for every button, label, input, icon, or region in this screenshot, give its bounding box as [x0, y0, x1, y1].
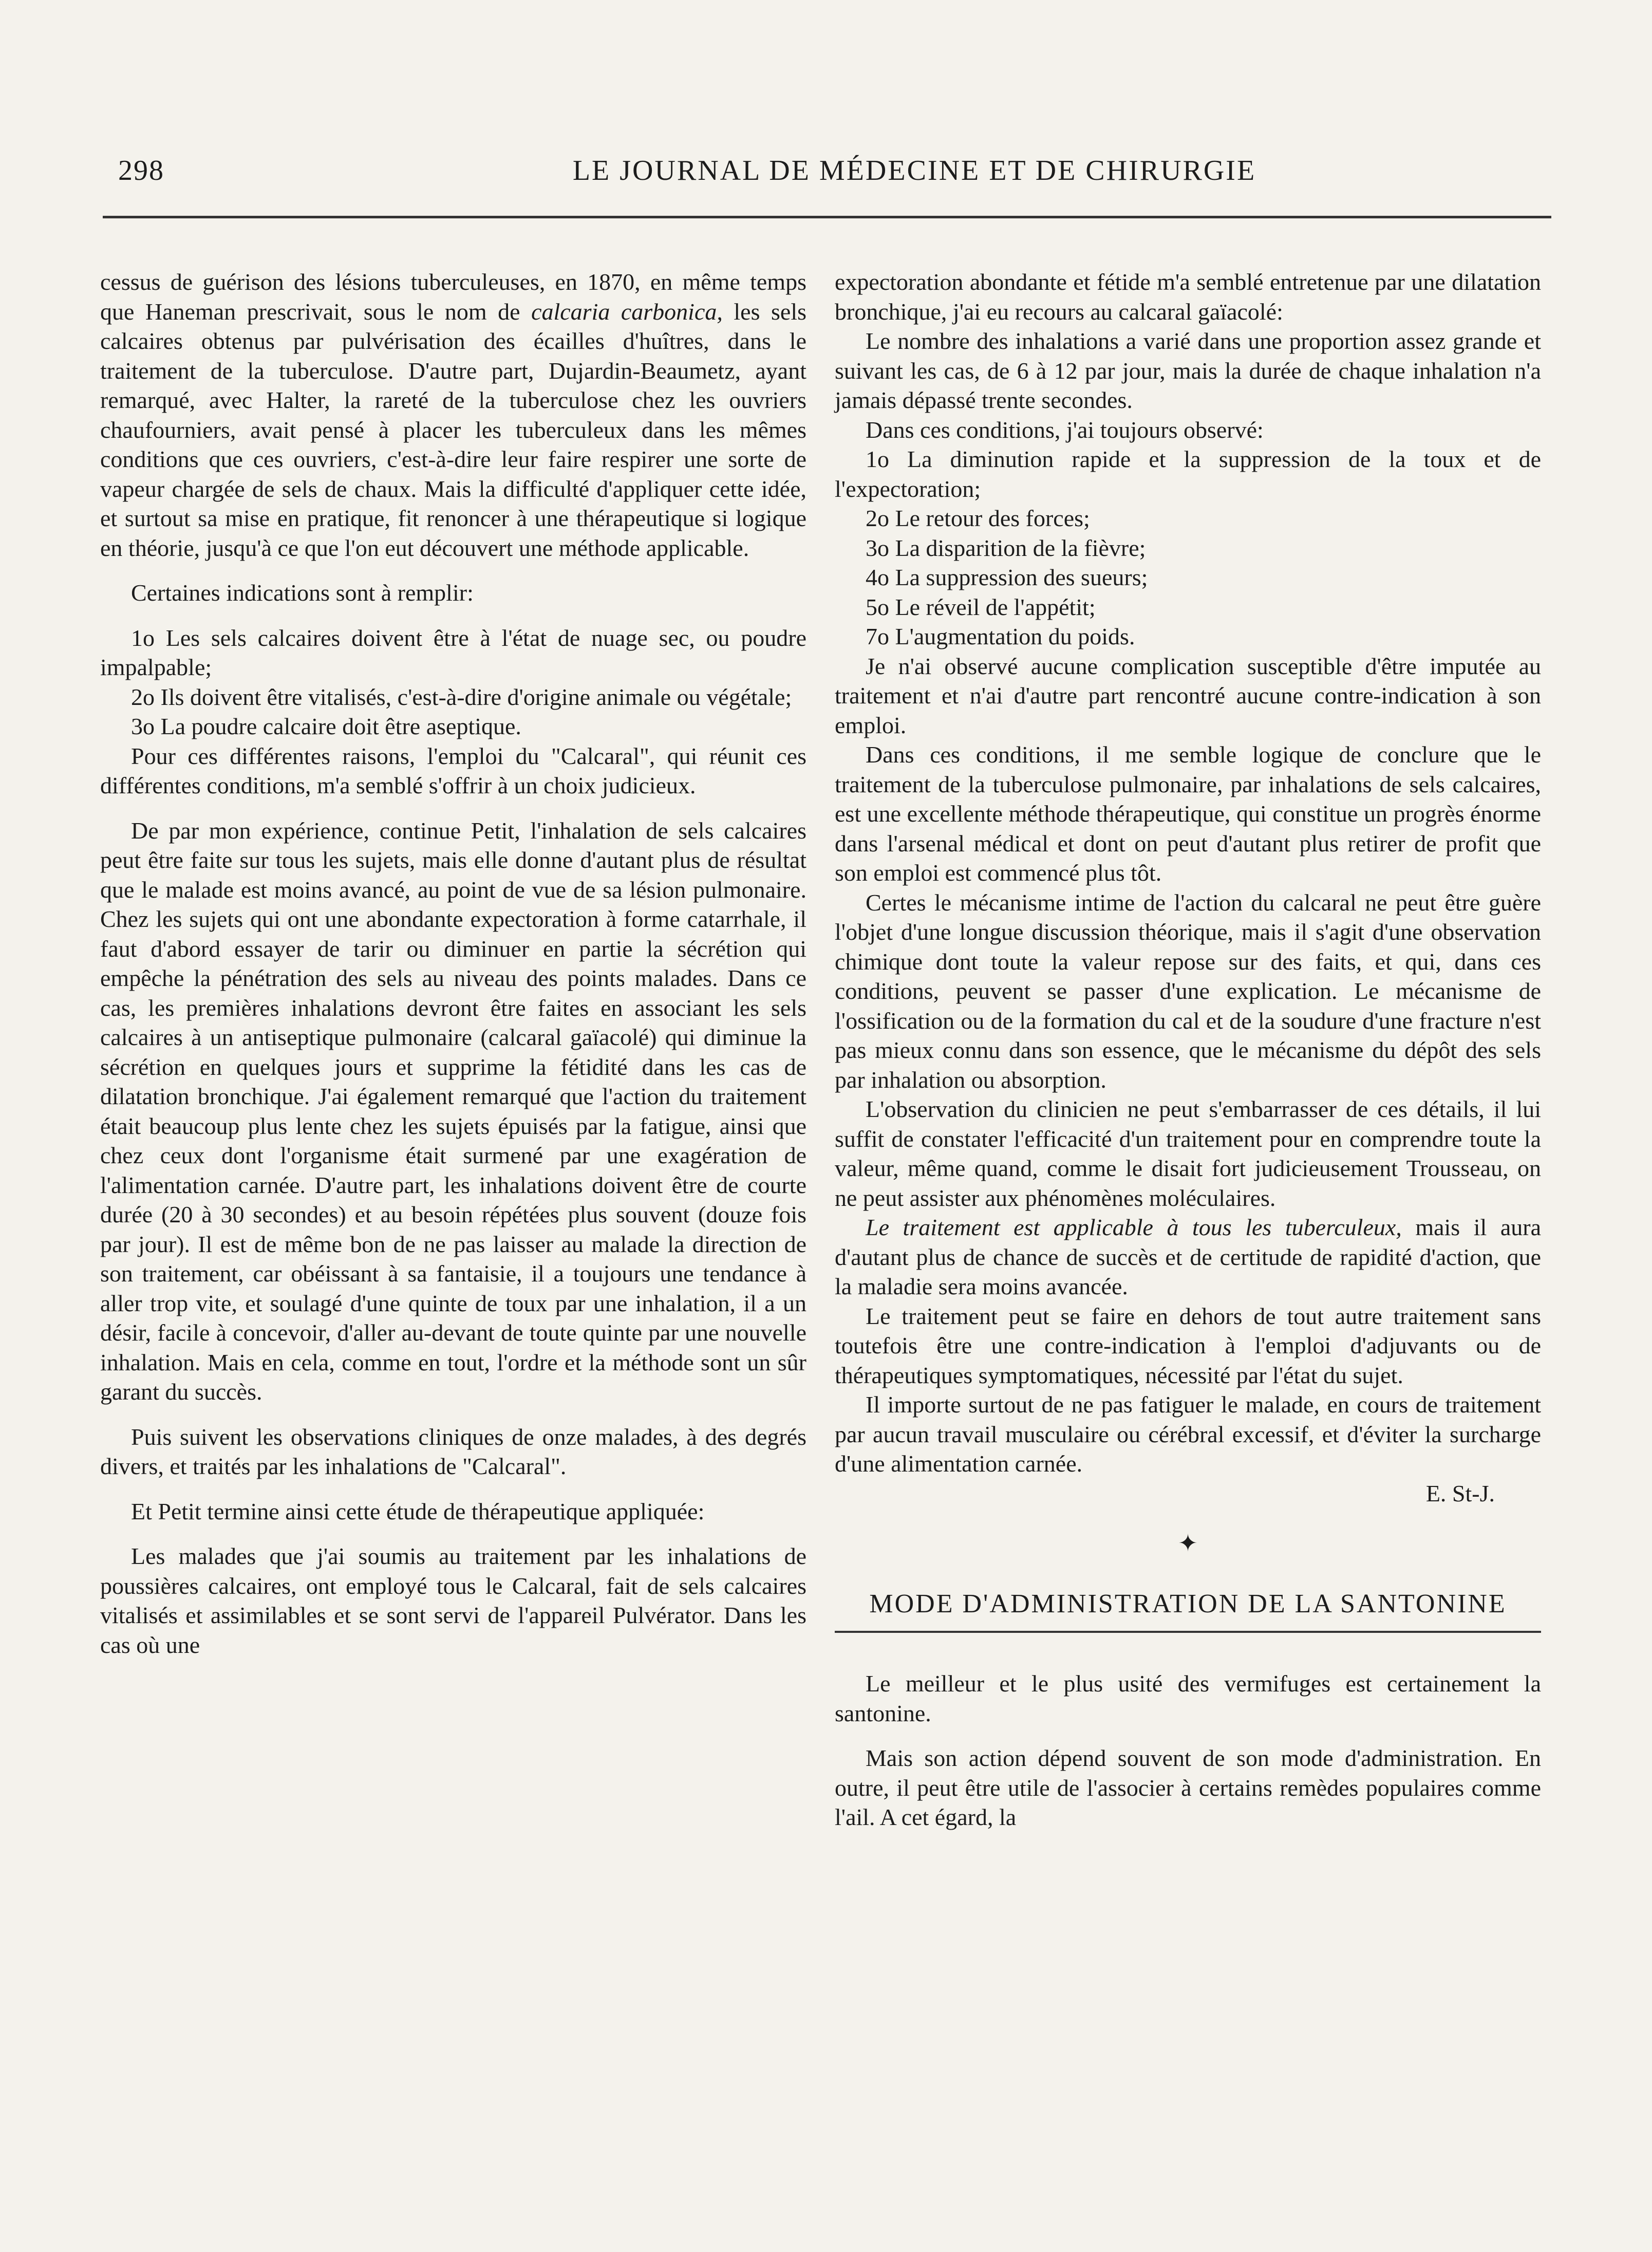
paragraph: Les malades que j'ai soumis au traitement par les inhalations de poussières calcaires, ont employé tous le Calcaral, fait de sels calcaires vitalisés et assimilables et se sont servi de l'appareil Pulvérator. Dans les cas où une — [100, 1543, 806, 1658]
list-item: 7o L'augmentation du poids. — [866, 623, 1135, 649]
italic-term: calcaria carbonica, — [531, 298, 723, 325]
paragraph: Certaines indications sont à remplir: — [131, 580, 474, 606]
paragraph: Le traitement peut se faire en dehors de tout autre traitement sans toutefois être une contre-indication à l'emploi d'adjuvants ou de thérapeutiques symptomatiques, nécessité par l'état du sujet. — [835, 1302, 1541, 1388]
paragraph: Dans ces conditions, j'ai toujours observé: — [866, 416, 1264, 443]
list-item: 3o La poudre calcaire doit être aseptique. — [131, 713, 521, 739]
section-title: MODE D'ADMINISTRATION DE LA SANTONINE — [869, 1589, 1507, 1618]
text-run: mais il aura d'autant plus de chance de succès et de certitude de rapidité d'action, que la maladie sera moins avancée. — [835, 1214, 1541, 1299]
paragraph: Il importe surtout de ne pas fatiguer le malade, en cours de traitement par aucun travail musculaire ou cérébral excessif, et d'éviter la surcharge d'une alimentation carnée. — [835, 1391, 1541, 1477]
list-item: 1o La diminution rapide et la suppression de la toux et de l'expectoration; — [835, 446, 1541, 502]
running-title: LE JOURNAL DE MÉDECINE ET DE CHIRURGIE — [572, 155, 1256, 187]
list-item: 4o La suppression des sueurs; — [866, 564, 1148, 590]
list-item: 2o Le retour des forces; — [866, 505, 1090, 531]
text-run: les sels calcaires obtenus par pulvérisation des écailles d'huîtres, dans le traitement de la tuberculose. D'autre part, Dujardin-Beaumetz, ayant remarqué, avec Halter, la rareté de la tuberculose chez les ouvriers chaufourniers, avait pensé à placer les tuberculeux dans les mêmes conditions que ces ouvriers, c'est-à-dire leur faire respirer une sorte de vapeur chargée de sels de chaux. Mais la difficulté d'appliquer cette idée, et surtout sa mise en pratique, fit renoncer à une thérapeutique si logique en théorie, jusqu'à ce que l'on eut découvert une méthode applicable. — [100, 298, 807, 561]
paragraph: Mais son action dépend souvent de son mode d'administration. En outre, il peut être utile de l'associer à certains remèdes populaires comme l'ail. A cet égard, la — [835, 1745, 1541, 1830]
paragraph: L'observation du clinicien ne peut s'embarrasser de ces détails, il lui suffit de constater l'efficacité d'un traitement pour en comprendre toute la valeur, même quand, comme le disait fort judicieusement Trousseau, on ne peut assister aux phénomènes moléculaires. — [835, 1096, 1541, 1211]
section-ornament-icon: ✦ — [1178, 1530, 1198, 1556]
left-column — [100, 267, 806, 1660]
list-item: 1o Les sels calcaires doivent être à l'état de nuage sec, ou poudre impalpable; — [100, 624, 806, 680]
paragraph: Puis suivent les observations cliniques de onze malades, à des degrés divers, et traités par les inhalations de "Calcaral". — [100, 1423, 806, 1479]
paragraph: expectoration abondante et fétide m'a semblé entretenue par une dilatation bronchique, j'ai eu recours au calcaral gaïacolé: — [835, 269, 1541, 325]
paragraph: Pour ces différentes raisons, l'emploi du "Calcaral", qui réunit ces différentes conditions, m'a semblé s'offrir à un choix judicieux. — [100, 742, 806, 798]
paragraph: Le nombre des inhalations a varié dans une proportion assez grande et suivant les cas, de 6 à 12 par jour, mais la durée de chaque inhalation n'a jamais dépassé trente secondes. — [835, 328, 1541, 413]
paragraph — [100, 267, 806, 563]
page-number: 298 — [118, 155, 164, 187]
header-rule — [103, 216, 1551, 218]
paragraph: De par mon expérience, continue Petit, l'inhalation de sels calcaires peut être faite sur tous les sujets, mais elle donne d'autant plus de résultat que le malade est moins avancé, au point de vue de sa lésion pulmonaire. Chez les sujets qui ont une abondante expectoration à forme catarrhale, il faut d'abord essayer de tarir ou diminuer en partie la sécrétion qui empêche la pénétration des sels au niveau des points malades. Dans ce cas, les premières inhalations devront être faites en associant les sels calcaires à un antiseptique pulmonaire (calcaral gaïacolé) qui diminue la sécrétion en quelques jours et supprime la fétidité dans les cas de dilatation bronchique. J'ai également remarqué que l'action du traitement était beaucoup plus lente chez les sujets épuisés par la fatigue, ainsi que chez ceux dont l'organisme était surmené par une exagération de l'alimentation carnée. D'autre part, les inhalations doivent être de courte durée (20 à 30 secondes) et au besoin répétées plus souvent (douze fois par jour). Il est de même bon de ne pas laisser au malade la direction de son traitement, car obéissant à sa fantaisie, il a toujours une tendance à aller trop vite, et soulagé d'une quinte de toux par une inhalation, il a un désir, facile à concevoir, d'aller au-devant de toute quinte par une nouvelle inhalation. Mais en cela, comme en tout, l'ordre et la méthode sont un sûr garant du succès. — [100, 817, 806, 1405]
italic-statement: Le traitement est applicable à tous les tuberculeux, — [866, 1214, 1402, 1240]
paragraph — [835, 1213, 1541, 1301]
list-item: 3o La disparition de la fièvre; — [866, 534, 1146, 561]
list-item: 5o Le réveil de l'appétit; — [866, 593, 1096, 620]
right-column — [835, 267, 1541, 1832]
page-header — [118, 154, 1551, 200]
paragraph: Je n'ai observé aucune complication susceptible d'être imputée au traitement et n'ai d'autre part rencontré aucune contre-indication à son emploi. — [835, 653, 1541, 738]
author-signature: E. St-J. — [1425, 1480, 1495, 1506]
text-run: cessus de guérison des lésions tuberculeuses, en 1870, en même temps que Haneman prescrivait, sous le nom de — [100, 269, 806, 325]
paragraph: Le meilleur et le plus usité des vermifuges est certainement la santonine. — [835, 1670, 1541, 1726]
list-item: 2o Ils doivent être vitalisés, c'est-à-dire d'origine animale ou végétale; — [131, 683, 792, 710]
paragraph: Et Petit termine ainsi cette étude de thérapeutique appliquée: — [131, 1498, 705, 1524]
paragraph: Certes le mécanisme intime de l'action du calcaral ne peut être guère l'objet d'une longue discussion théorique, mais il s'agit d'une observation chimique dont toute la valeur repose sur des faits, et qui, dans ces conditions, peuvent se passer d'une explication. Le mécanisme de l'ossification ou de la formation du cal et de la soudure d'une fracture n'est pas mieux connu dans son essence, que le mécanisme du dépôt des sels par inhalation ou absorption. — [835, 889, 1541, 1093]
section-rule — [835, 1631, 1541, 1633]
paragraph: Dans ces conditions, il me semble logique de conclure que le traitement de la tuberculose pulmonaire, par inhalations de sels calcaires, est une excellente méthode thérapeutique, qui constitue un progrès énorme dans l'arsenal médical et dont on peut d'autant plus retirer de profit que son emploi est commencé plus tôt. — [835, 741, 1541, 886]
